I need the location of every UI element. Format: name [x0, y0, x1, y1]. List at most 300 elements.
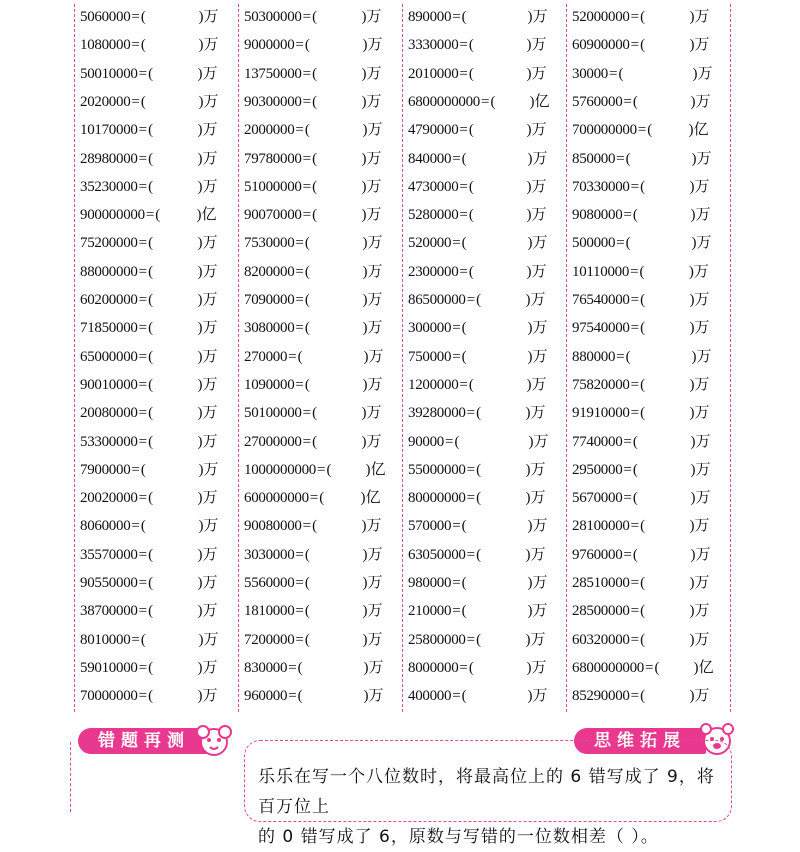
open-paren: ( [618, 65, 624, 82]
exercise-item [244, 174, 381, 200]
exercise-item [244, 117, 382, 143]
open-paren: ( [632, 207, 638, 224]
exercise-item [572, 89, 710, 115]
exercise-item [572, 683, 709, 709]
equals-sign: = [138, 433, 148, 450]
unit-label: 万 [697, 65, 713, 82]
close-paren: ) [198, 9, 204, 25]
close-paren: ) [689, 376, 695, 393]
open-paren: ( [639, 263, 645, 280]
exercise-item [244, 32, 382, 58]
equals-sign: = [616, 235, 625, 252]
exercise-item [80, 174, 217, 200]
exercise-item [244, 372, 382, 398]
unit-label: 万 [532, 9, 548, 25]
close-paren: ) [691, 235, 697, 252]
close-paren: ) [689, 405, 695, 422]
equals-sign: = [630, 37, 640, 54]
equals-sign: = [630, 518, 640, 535]
exercise-item [80, 400, 217, 426]
open-paren: ( [625, 150, 631, 167]
equals-sign: = [623, 546, 632, 563]
unit-label: 万 [367, 292, 383, 308]
open-paren: ( [304, 292, 310, 308]
exercise-number: 7090000 [244, 292, 295, 308]
exercise-number: 90300000 [244, 93, 302, 110]
equals-sign: = [131, 461, 140, 478]
exercise-item [572, 485, 710, 511]
unit-label: 万 [531, 37, 547, 54]
open-paren: ( [312, 65, 318, 82]
exercise-number: 3030000 [244, 546, 295, 563]
equals-sign: = [452, 9, 461, 25]
exercise-item [572, 32, 709, 58]
exercise-item [572, 429, 710, 455]
exercise-number: 28510000 [572, 575, 630, 591]
close-paren: ) [526, 263, 532, 280]
exercise-item [80, 457, 218, 483]
exercise-number: 4790000 [408, 122, 459, 139]
open-paren: ( [140, 37, 146, 54]
exercise-number: 86500000 [408, 292, 466, 308]
open-paren: ( [461, 575, 467, 591]
close-paren: ) [527, 518, 533, 535]
close-paren: ) [197, 348, 203, 365]
unit-label: 万 [367, 122, 383, 139]
close-paren: ) [525, 461, 531, 478]
close-paren: ) [362, 122, 368, 139]
close-paren: ) [361, 518, 367, 535]
exercise-number: 9760000 [572, 546, 623, 563]
equals-sign: = [630, 688, 640, 705]
close-paren: ) [198, 37, 204, 54]
close-paren: ) [527, 150, 533, 167]
equals-sign: = [138, 65, 148, 82]
close-paren: ) [691, 150, 697, 167]
exercise-number: 600000000 [244, 490, 309, 507]
equals-sign: = [623, 93, 632, 110]
exercise-item [244, 485, 380, 511]
open-paren: ( [461, 688, 467, 705]
unit-label: 亿 [693, 122, 709, 139]
unit-label: 万 [202, 320, 218, 337]
exercise-item [572, 570, 709, 596]
unit-label: 万 [530, 490, 546, 507]
unit-label: 万 [367, 37, 383, 54]
problem-line-2: 的 0 错写成了 6，原数与写错的一位数相差（ ）。 [258, 827, 659, 847]
exercise-item [80, 344, 217, 370]
open-paren: ( [625, 348, 631, 365]
open-paren: ( [312, 405, 318, 422]
exercise-number: 51000000 [244, 178, 302, 195]
exercise-number: 8200000 [244, 263, 295, 280]
open-paren: ( [654, 659, 660, 676]
close-paren: ) [362, 631, 368, 648]
equals-sign: = [295, 263, 304, 280]
exercise-item [408, 89, 550, 115]
exercise-item [408, 61, 546, 87]
unit-label: 万 [695, 546, 711, 563]
close-paren: ) [362, 603, 368, 620]
exercise-item [408, 570, 547, 596]
open-paren: ( [461, 348, 467, 365]
exercise-item [572, 513, 709, 539]
open-paren: ( [468, 207, 474, 224]
exercise-item [244, 627, 382, 653]
exercise-number: 59010000 [80, 659, 138, 676]
equals-sign: = [623, 207, 632, 224]
equals-sign: = [138, 405, 148, 422]
open-paren: ( [148, 405, 154, 422]
equals-sign: = [452, 150, 461, 167]
open-paren: ( [312, 178, 318, 195]
close-paren: ) [527, 320, 533, 337]
exercise-item [408, 146, 547, 172]
exercise-number: 5670000 [572, 490, 623, 507]
exercise-item [244, 542, 382, 568]
unit-label: 万 [202, 490, 218, 507]
open-paren: ( [304, 631, 310, 648]
equals-sign: = [452, 575, 461, 591]
exercise-item [80, 315, 217, 341]
unit-label: 万 [202, 292, 218, 308]
open-paren: ( [140, 518, 146, 535]
exercise-number: 71850000 [80, 320, 138, 337]
open-paren: ( [148, 433, 154, 450]
exercise-number: 2950000 [572, 461, 623, 478]
unit-label: 万 [695, 490, 711, 507]
unit-label: 万 [694, 292, 710, 308]
exercise-number: 1000000000 [244, 461, 317, 478]
close-paren: ) [529, 93, 535, 110]
unit-label: 万 [367, 376, 383, 393]
equals-sign: = [295, 292, 304, 308]
exercise-number: 90550000 [80, 575, 138, 591]
equals-sign: = [138, 235, 148, 252]
equals-sign: = [466, 546, 476, 563]
equals-sign: = [317, 461, 326, 478]
close-paren: ) [693, 659, 699, 676]
close-paren: ) [362, 235, 368, 252]
open-paren: ( [148, 235, 154, 252]
equals-sign: = [459, 376, 468, 393]
equals-sign: = [302, 150, 312, 167]
equals-sign: = [138, 348, 148, 365]
exercise-number: 20020000 [80, 490, 138, 507]
equals-sign: = [138, 659, 148, 676]
equals-sign: = [630, 631, 640, 648]
close-paren: ) [527, 9, 533, 25]
open-paren: ( [476, 546, 482, 563]
exercise-item [408, 627, 545, 653]
unit-label: 万 [530, 631, 546, 648]
unit-label: 万 [202, 405, 218, 422]
exercise-item [408, 117, 546, 143]
exercise-number: 270000 [244, 348, 288, 365]
open-paren: ( [148, 150, 154, 167]
exercise-item [80, 372, 217, 398]
section-title-thinking-extension: 思维拓展 [574, 728, 706, 754]
close-paren: ) [526, 65, 532, 82]
equals-sign: = [131, 9, 140, 25]
open-paren: ( [468, 659, 474, 676]
column-divider [74, 4, 75, 712]
exercise-item [572, 655, 714, 681]
equals-sign: = [623, 490, 632, 507]
unit-label: 万 [366, 207, 382, 224]
unit-label: 万 [367, 575, 383, 591]
close-paren: ) [363, 688, 369, 705]
exercise-number: 28100000 [572, 518, 630, 535]
equals-sign: = [131, 518, 140, 535]
open-paren: ( [148, 575, 154, 591]
equals-sign: = [459, 65, 468, 82]
exercise-item [572, 61, 713, 87]
unit-label: 万 [202, 575, 218, 591]
open-paren: ( [312, 9, 318, 25]
close-paren: ) [692, 65, 698, 82]
equals-sign: = [466, 631, 476, 648]
unit-label: 万 [694, 518, 710, 535]
unit-label: 万 [366, 150, 382, 167]
close-paren: ) [197, 575, 203, 591]
exercise-number: 9000000 [244, 37, 295, 54]
close-paren: ) [689, 518, 695, 535]
exercise-number: 35570000 [80, 546, 138, 563]
open-paren: ( [640, 518, 646, 535]
equals-sign: = [466, 490, 476, 507]
exercise-item [408, 32, 546, 58]
unit-label: 万 [367, 631, 383, 648]
close-paren: ) [527, 603, 533, 620]
close-paren: ) [362, 575, 368, 591]
exercise-item [244, 655, 383, 681]
exercise-number: 70330000 [572, 178, 630, 195]
equals-sign: = [630, 405, 640, 422]
exercise-number: 50100000 [244, 405, 302, 422]
exercise-number: 65000000 [80, 348, 138, 365]
exercise-number: 980000 [408, 575, 452, 591]
close-paren: ) [197, 603, 203, 620]
close-paren: ) [690, 490, 696, 507]
close-paren: ) [689, 603, 695, 620]
equals-sign: = [630, 603, 640, 620]
exercise-item [80, 61, 217, 87]
unit-label: 万 [531, 207, 547, 224]
open-paren: ( [297, 659, 303, 676]
exercise-number: 1090000 [244, 376, 295, 393]
close-paren: ) [690, 93, 696, 110]
close-paren: ) [690, 207, 696, 224]
exercise-item [80, 287, 217, 313]
exercise-number: 25800000 [408, 631, 466, 648]
exercise-number: 5760000 [572, 93, 623, 110]
unit-label: 亿 [370, 461, 386, 478]
open-paren: ( [148, 292, 154, 308]
exercise-number: 50300000 [244, 9, 302, 25]
exercise-number: 7900000 [80, 461, 131, 478]
unit-label: 万 [694, 688, 710, 705]
open-paren: ( [490, 93, 496, 110]
exercise-number: 35230000 [80, 178, 138, 195]
close-paren: ) [361, 93, 367, 110]
unit-label: 万 [696, 150, 712, 167]
unit-label: 万 [366, 65, 382, 82]
equals-sign: = [288, 688, 297, 705]
exercise-number: 570000 [408, 518, 452, 535]
exercise-number: 750000 [408, 348, 452, 365]
open-paren: ( [640, 178, 646, 195]
close-paren: ) [197, 178, 203, 195]
close-paren: ) [688, 263, 694, 280]
exercise-number: 3330000 [408, 37, 459, 54]
exercise-number: 900000000 [80, 207, 145, 224]
close-paren: ) [526, 207, 532, 224]
equals-sign: = [630, 263, 639, 280]
open-paren: ( [632, 461, 638, 478]
exercise-number: 76540000 [572, 292, 630, 308]
exercise-number: 210000 [408, 603, 452, 620]
exercise-number: 2010000 [408, 65, 459, 82]
exercise-item [408, 174, 546, 200]
unit-label: 万 [530, 405, 546, 422]
exercise-number: 400000 [408, 688, 452, 705]
close-paren: ) [365, 461, 371, 478]
equals-sign: = [623, 433, 632, 450]
open-paren: ( [461, 518, 467, 535]
equals-sign: = [445, 433, 454, 450]
equals-sign: = [295, 575, 304, 591]
exercise-item [80, 202, 216, 228]
exercise-item [244, 429, 381, 455]
equals-sign: = [623, 461, 632, 478]
exercise-number: 60900000 [572, 37, 630, 54]
unit-label: 万 [531, 122, 547, 139]
equals-sign: = [616, 150, 625, 167]
unit-label: 万 [202, 688, 218, 705]
exercise-item [80, 542, 217, 568]
unit-label: 万 [531, 65, 547, 82]
exercise-item [572, 117, 708, 143]
close-paren: ) [197, 122, 203, 139]
close-paren: ) [198, 93, 204, 110]
exercise-number: 3080000 [244, 320, 295, 337]
unit-label: 万 [694, 603, 710, 620]
exercise-number: 840000 [408, 150, 452, 167]
close-paren: ) [689, 688, 695, 705]
equals-sign: = [452, 518, 461, 535]
open-paren: ( [454, 433, 460, 450]
unit-label: 万 [533, 433, 549, 450]
unit-label: 万 [531, 178, 547, 195]
exercise-item [80, 146, 217, 172]
equals-sign: = [138, 263, 148, 280]
exercise-number: 700000000 [572, 122, 637, 139]
unit-label: 万 [530, 461, 546, 478]
exercise-number: 52000000 [572, 9, 630, 25]
unit-label: 万 [695, 93, 711, 110]
open-paren: ( [476, 405, 482, 422]
exercise-item [408, 4, 547, 30]
exercise-item [80, 570, 217, 596]
exercise-item [80, 259, 217, 285]
equals-sign: = [138, 150, 148, 167]
equals-sign: = [295, 235, 304, 252]
exercise-number: 9080000 [572, 207, 623, 224]
open-paren: ( [461, 320, 467, 337]
close-paren: ) [197, 235, 203, 252]
unit-label: 万 [694, 575, 710, 591]
equals-sign: = [295, 546, 304, 563]
open-paren: ( [640, 9, 646, 25]
exercise-item [244, 146, 381, 172]
close-paren: ) [689, 631, 695, 648]
open-paren: ( [312, 433, 318, 450]
open-paren: ( [304, 546, 310, 563]
equals-sign: = [138, 603, 148, 620]
open-paren: ( [140, 9, 146, 25]
equals-sign: = [630, 9, 640, 25]
unit-label: 万 [202, 348, 218, 365]
unit-label: 万 [367, 603, 383, 620]
exercise-item [244, 513, 381, 539]
exercise-item [408, 457, 545, 483]
equals-sign: = [288, 348, 297, 365]
equals-sign: = [637, 122, 647, 139]
open-paren: ( [468, 178, 474, 195]
open-paren: ( [468, 263, 474, 280]
exercise-item [408, 598, 547, 624]
exercise-number: 880000 [572, 348, 616, 365]
unit-label: 万 [203, 631, 219, 648]
error-retest-box [70, 742, 231, 812]
equals-sign: = [630, 376, 640, 393]
exercise-item [572, 542, 710, 568]
exercise-item [408, 344, 547, 370]
equals-sign: = [609, 65, 618, 82]
unit-label: 万 [366, 518, 382, 535]
close-paren: ) [690, 433, 696, 450]
exercise-number: 30000 [572, 65, 609, 82]
unit-label: 万 [694, 37, 710, 54]
open-paren: ( [468, 65, 474, 82]
exercise-number: 75200000 [80, 235, 138, 252]
close-paren: ) [361, 433, 367, 450]
exercise-number: 8060000 [80, 518, 131, 535]
unit-label: 万 [532, 235, 548, 252]
equals-sign: = [295, 603, 304, 620]
exercise-item [244, 457, 386, 483]
exercise-item [80, 683, 217, 709]
unit-label: 万 [202, 659, 218, 676]
exercise-number: 1810000 [244, 603, 295, 620]
equals-sign: = [138, 292, 148, 308]
exercise-number: 53300000 [80, 433, 138, 450]
exercise-item [244, 400, 381, 426]
unit-label: 万 [531, 376, 547, 393]
equals-sign: = [466, 292, 476, 308]
exercise-number: 10170000 [80, 122, 138, 139]
unit-label: 万 [695, 207, 711, 224]
exercise-item [80, 627, 218, 653]
open-paren: ( [312, 518, 318, 535]
unit-label: 万 [368, 659, 384, 676]
equals-sign: = [138, 178, 148, 195]
exercise-item [80, 485, 217, 511]
unit-label: 亿 [698, 659, 714, 676]
open-paren: ( [640, 37, 646, 54]
equals-sign: = [630, 320, 640, 337]
